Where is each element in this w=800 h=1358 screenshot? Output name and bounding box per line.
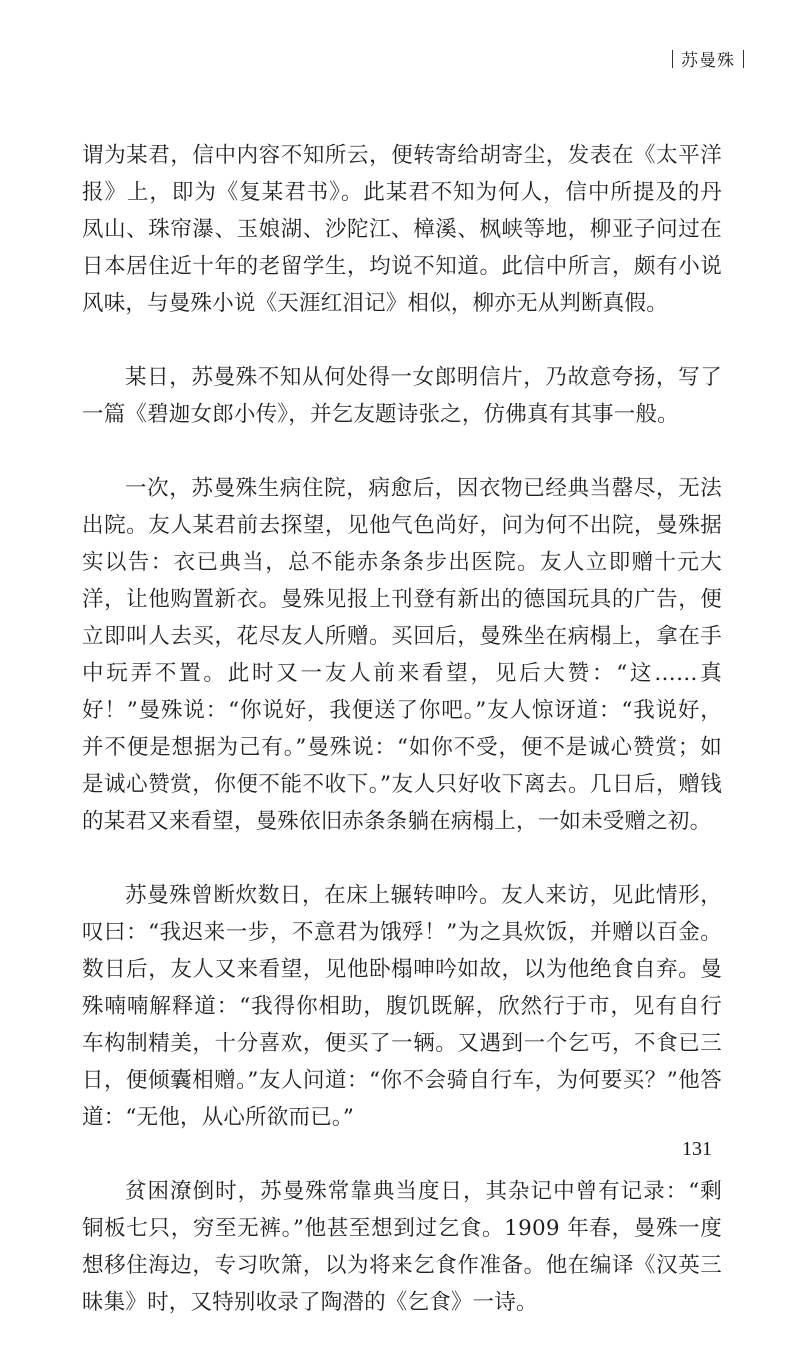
running-title: 苏曼殊 xyxy=(681,51,735,71)
paragraph-3: 一次，苏曼殊生病住院，病愈后，因衣物已经典当罄尽，无法出院。友人某君前去探望，见他气色尚好，问为何不出院，曼殊据实以告：衣已典当，总不能赤条条步出医院。友人立即赠十元大洋，让他购置新衣。曼殊见报上刊登有新出的德国玩具的广告，便立即叫人去买，花尽友人所赠。买回后，曼殊坐在病榻上，拿在手中玩弄不置。此时又一友人前来看望，见后大赞：“这……真好！”曼殊说：“你说好，我便送了你吧。”友人惊讶道：“我说好，并不便是想据为己有。”曼殊说：“如你不受，便不是诚心赞赏；如是诚心赞赏，你便不能不收下。”友人只好收下离去。几日后，赠钱的某君又来看望，曼殊依旧赤条条躺在病榻上，一如未受赠之初。 xyxy=(82,476,722,834)
paragraph-4: 苏曼殊曾断炊数日，在床上辗转呻吟。友人来访，见此情形，叹曰：“我迟来一步，不意君为饿殍！”为之具炊饭，并赠以百金。数日后，友人又来看望，见他卧榻呻吟如故，以为他绝食自弃。曼殊喃喃解释道：“我得你相助，腹饥既解，欣然行于市，见有自行车构制精美，十分喜欢，便买了一辆。又遇到一个乞丐，不食已三日，便倾囊相赠。”友人问道：“你不会骑自行车，为何要买？”他答道：“无他，从心所欲而已。” xyxy=(82,883,722,1130)
body-text xyxy=(82,137,722,1358)
page-number: 131 xyxy=(682,1138,712,1160)
running-header xyxy=(664,46,752,71)
header-divider-right xyxy=(743,50,744,68)
header-divider-left xyxy=(672,50,673,68)
paragraph-5: 贫困潦倒时，苏曼殊常靠典当度日，其杂记中曾有记录：“剩铜板七只，穷至无裤。”他甚至想到过乞食。1909 年春，曼殊一度想移住海边，专习吹箫，以为将来乞食作准备。他在编译《汉英三昧集》时，又特别收录了陶潜的《乞食》一诗。 xyxy=(82,1179,722,1315)
paragraph-1: 谓为某君，信中内容不知所云，便转寄给胡寄尘，发表在《太平洋报》上，即为《复某君书》。此某君不知为何人，信中所提及的丹凤山、珠帘瀑、玉娘湖、沙陀江、樟溪、枫峡等地，柳亚子问过在日本居住近十年的老留学生，均说不知道。此信中所言，颇有小说风味，与曼殊小说《天涯红泪记》相似，柳亦无从判断真假。 xyxy=(82,143,722,316)
paragraph-2: 某日，苏曼殊不知从何处得一女郎明信片，乃故意夸扬，写了一篇《碧迦女郎小传》，并乞友题诗张之，仿佛真有其事一般。 xyxy=(82,365,722,427)
